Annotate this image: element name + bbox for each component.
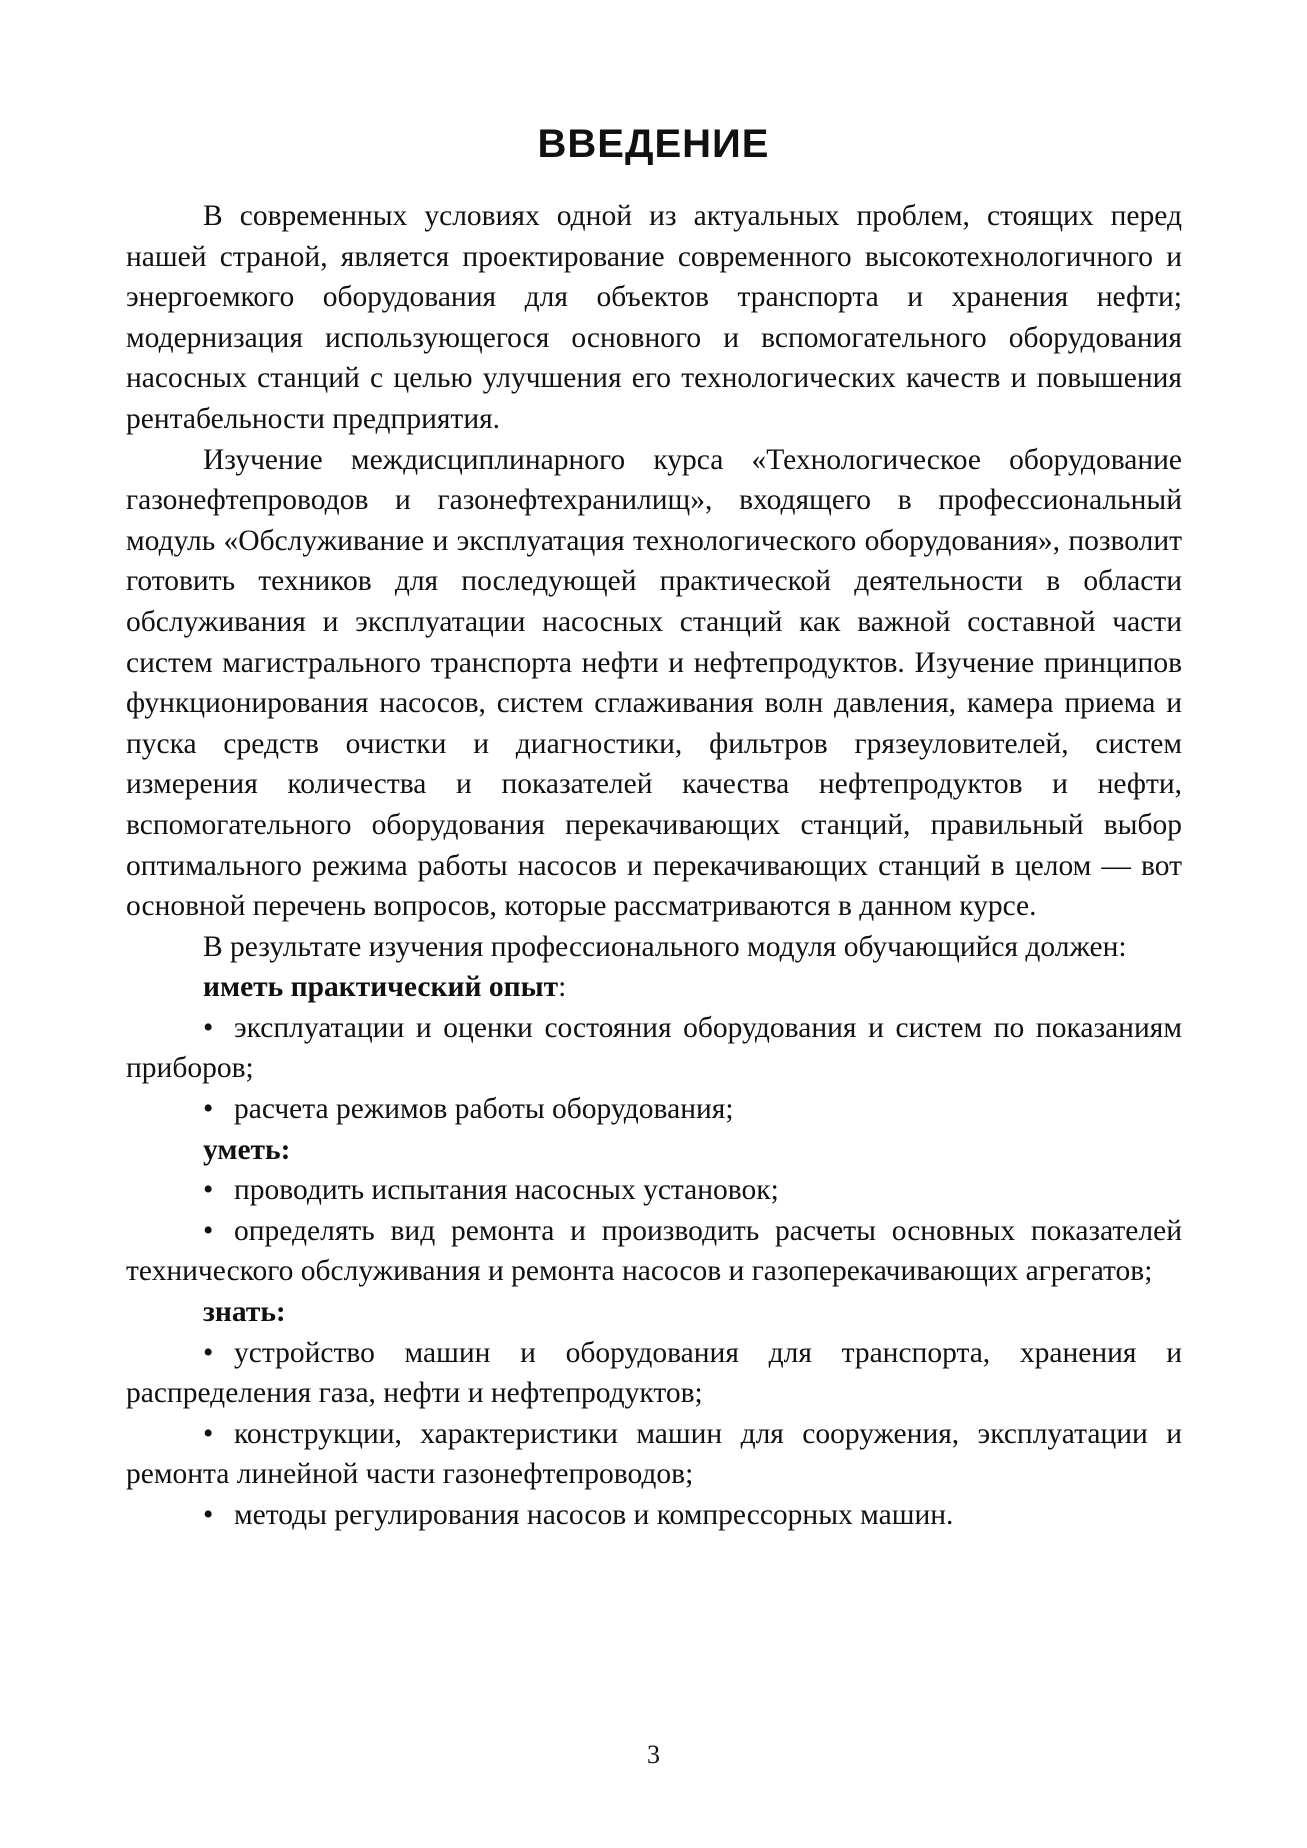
page-title: ВВЕДЕНИЕ [537,122,770,166]
list-item-text: методы регулирования насосов и компрессорных машин. [234,1499,954,1531]
list-item-text: конструкции, характеристики машин для сооружения, эксплуатации и ремонта линейной части газонефтепроводов; [126,1417,1182,1491]
list-item [126,1495,1182,1536]
heading-experience-text: иметь практический опыт [203,971,559,1004]
list-item-text: расчета режимов работы оборудования; [234,1093,734,1126]
paragraph-result: В результате изучения профессионального модуля обучающийся должен: [203,930,1127,963]
heading-skills: уметь: [203,1133,291,1166]
bullet-icon: • [203,1093,214,1126]
heading-experience-colon: : [558,971,567,1004]
paragraph-course: Изучение междисциплинарного курса «Технологическое оборудование газонефтепроводов и газонефтехранилищ», входящего в профессиональный модуль «Обслуживание и эксплуатация технологического оборудования», позволит готовить техников для последующей практической деятельности в области обслуживания и эксплуатации насосных станций как важной составной части систем магистрального транспорта нефти и нефтепродуктов. Изучение принципов функционирования насосов, систем сглаживания волн давления, камера приема и пуска средств очистки и диагностики, фильтров грязеуловителей, систем измерения количества и показателей качества нефтепродуктов и нефти, вспомогательного оборудования перекачивающих станций, правильный выбор оптимального режима работы насосов и перекачивающих станций в целом — вот основной перечень вопросов, которые рассматриваются в данном курсе. [126,443,1182,923]
bullet-icon: • [203,1336,214,1369]
list-item [126,1170,1182,1211]
bullet-icon: • [203,1499,214,1531]
bullet-icon: • [203,1417,214,1450]
page-number: 3 [647,1740,660,1769]
body-text [126,196,1182,1536]
bullet-icon: • [203,1214,214,1247]
paragraph-intro: В современных условиях одной из актуальных проблем, стоящих перед нашей страной, является проектирование современного высокотехнологичного и энергоемкого оборудования для объектов транспорта и хранения нефти; модернизация использующегося основного и вспомогательного оборудования насосных станций с целью улучшения его технологических качеств и повышения рентабельности предприятия. [126,200,1182,435]
bullet-icon: • [203,1011,214,1044]
heading-knowledge: знать: [203,1296,286,1329]
list-item [126,1211,1182,1292]
list-item [126,1414,1182,1495]
list-item-text: устройство машин и оборудования для транспорта, хранения и распределения газа, нефти и нефтепродуктов; [126,1336,1182,1410]
list-item-text: проводить испытания насосных установок; [234,1174,779,1207]
list-item [126,1008,1182,1089]
bullet-icon: • [203,1174,214,1207]
list-item [126,1333,1182,1414]
heading-experience [126,967,1182,1008]
list-item-text: определять вид ремонта и производить расчеты основных показателей технического обслуживания и ремонта насосов и газоперекачивающих агрегатов; [126,1214,1182,1288]
list-item-text: эксплуатации и оценки состояния оборудования и систем по показаниям приборов; [126,1011,1182,1085]
list-item [126,1089,1182,1130]
